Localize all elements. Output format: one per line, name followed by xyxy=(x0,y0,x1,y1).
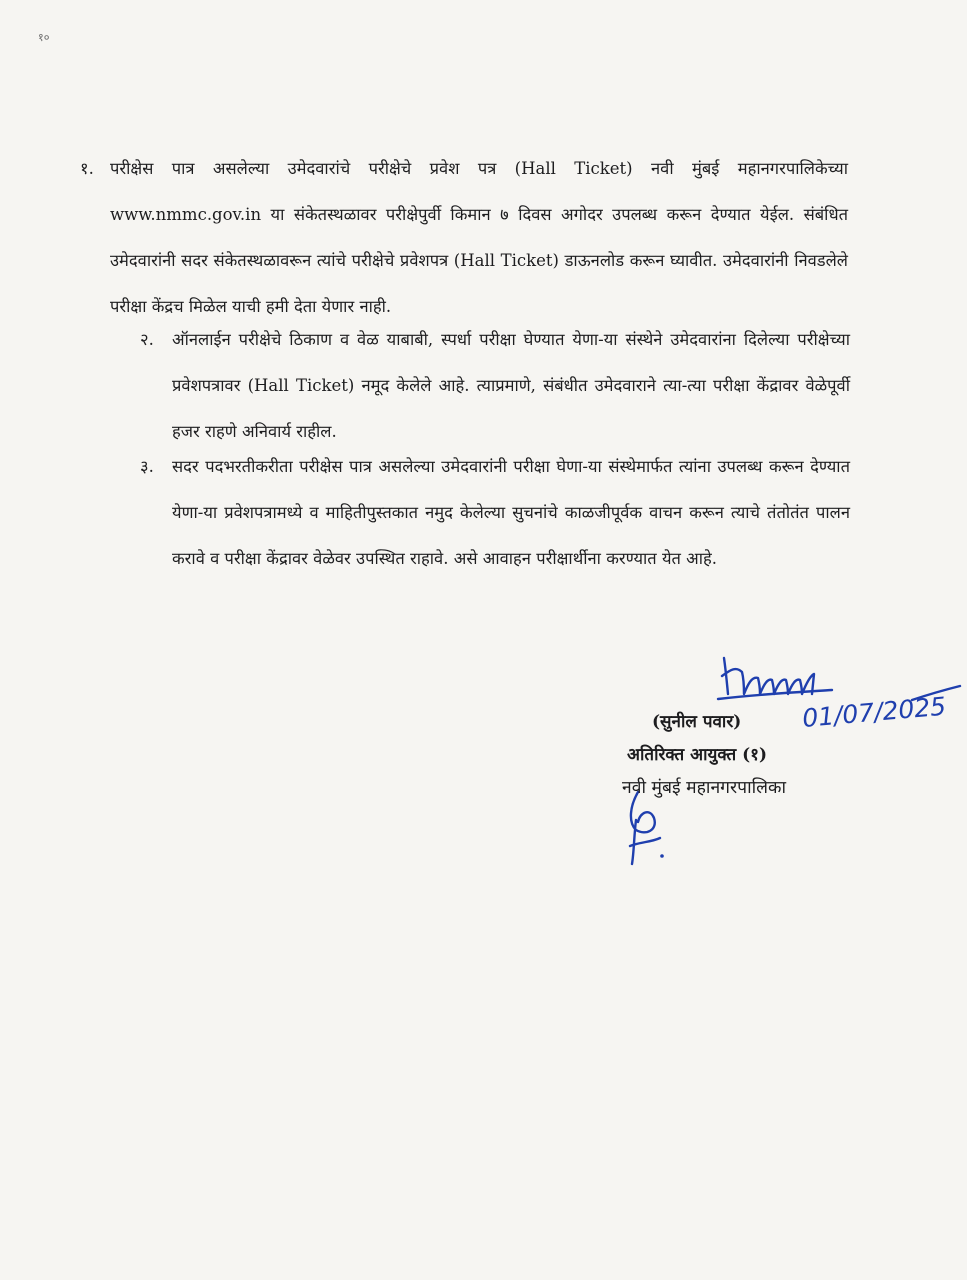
page-mark: १० xyxy=(38,31,50,44)
paragraph-3: सदर पदभरतीकरीता परीक्षेस पात्र असलेल्या उमेदवारांनी परीक्षा घेणा-या संस्थेमार्फत त्यांना उपलब्ध करून देण्यात येणा-या प्रवेशपत्रामध्ये व माहितीपुस्तकात नमुद केलेल्या सुचनांचे काळजीपूर्वक वाचन करून त्याचे तंतोतंत पालन करावे व परीक्षा केंद्रावर वेळेवर उपस्थित राहावे. असे आवाहन परीक्षार्थीना करण्यात येत आहे. xyxy=(172,457,850,568)
paragraph-number-1: १. xyxy=(80,159,94,178)
paragraph-2: ऑनलाईन परीक्षेचे ठिकाण व वेळ याबाबी, स्पर्धा परीक्षा घेण्यात येणा-या संस्थेने उमेदवारांना दिलेल्या परीक्षेच्या प्रवेशपत्रावर (Hall Ticket) नमूद केलेले आहे. त्याप्रमाणे, संबंधीत उमेदवाराने त्या-त्या परीक्षा केंद्रावर वेळेपूर्वी हजर राहणे अनिवार्य राहील. xyxy=(172,330,850,441)
signatory-designation: अतिरिक्त आयुक्त (१) xyxy=(627,745,768,765)
paragraph-1: परीक्षेस पात्र असलेल्या उमेदवारांचे परीक्षेचे प्रवेश पत्र (Hall Ticket) नवी मुंबई महानगरपालिकेच्या www.nmmc.gov.in या संकेतस्थळावर परीक्षेपुर्वी किमान ७ दिवस अगोदर उपलब्ध करून देण्यात येईल. संबंधित उमेदवारांनी सदर संकेतस्थळावरून त्यांचे परीक्षेचे प्रवेशपत्र (Hall Ticket) डाऊनलोड करून घ्यावीत. उमेदवारांनी निवडलेले परीक्षा केंद्रच मिळेल याची हमी देता येणार नाही. xyxy=(110,159,848,316)
signature-scribble xyxy=(722,658,814,694)
signatory-name: (सुनील पवार) xyxy=(652,712,742,732)
paragraph-number-2: २. xyxy=(140,330,154,349)
paragraph-number-3: ३. xyxy=(140,457,154,476)
signatory-organization: नवी मुंबई महानगरपालिका xyxy=(622,778,787,798)
handwritten-date: 01/07/2025 xyxy=(801,691,948,733)
